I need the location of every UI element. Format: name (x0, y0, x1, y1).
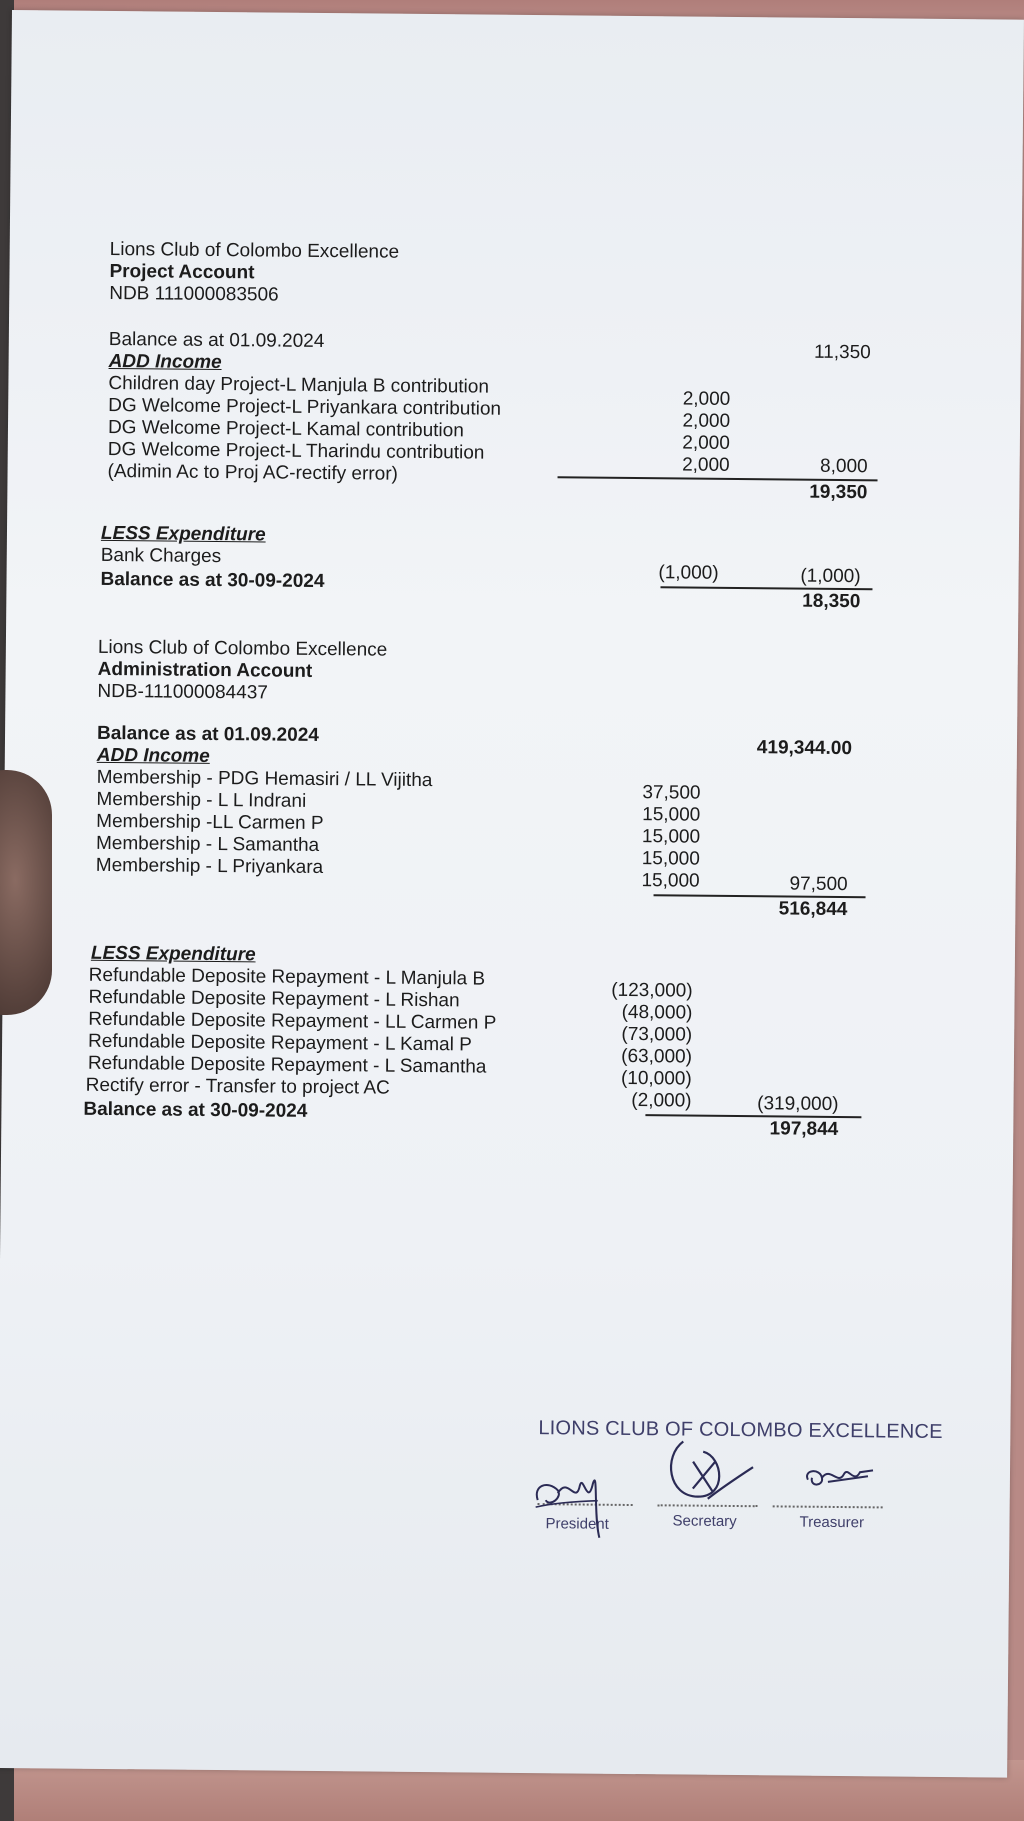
project-income-label-1: Children day Project-L Manjula B contribution (108, 372, 490, 398)
project-expense-heading: LESS Expenditure (100, 522, 266, 546)
admin-income-amount-1: 37,500 (642, 782, 701, 804)
admin-expense-amount-5: (10,000) (620, 1067, 692, 1090)
admin-expense-label-2: Refundable Deposite Repayment - L Rishan (88, 986, 460, 1012)
project-income-amount-4: 2,000 (682, 454, 730, 476)
club-stamp-text: LIONS CLUB OF COLOMBO EXCELLENCE (538, 1417, 943, 1443)
treasurer-signature-icon (798, 1458, 888, 1499)
admin-income-label-1: Membership - PDG Hemasiri / LL Vijitha (96, 766, 433, 792)
admin-closing-label: Balance as at 30-09-2024 (83, 1098, 308, 1122)
project-subtotal: 19,350 (809, 481, 868, 504)
project-income-label-3: DG Welcome Project-L Kamal contribution (107, 416, 464, 442)
finger-holding-page (0, 770, 52, 1015)
admin-income-amount-5: 15,000 (641, 870, 700, 892)
treasurer-label: Treasurer (799, 1513, 865, 1532)
document-page (0, 10, 1024, 1778)
project-account-title: Project Account (109, 260, 255, 284)
admin-income-amount-3: 15,000 (641, 826, 701, 848)
project-opening-balance: 11,350 (813, 341, 871, 364)
admin-expense-label-3: Refundable Deposite Repayment - LL Carmen P (88, 1008, 497, 1034)
admin-account-no: NDB-111000084437 (97, 680, 268, 704)
project-income-amount-2: 2,000 (682, 410, 731, 432)
admin-income-heading: ADD Income (96, 744, 210, 767)
admin-expense-amount-6: (2,000) (631, 1089, 692, 1112)
admin-income-total: 97,500 (789, 873, 848, 896)
admin-income-amount-2: 15,000 (642, 804, 701, 826)
president-signature-icon (527, 1445, 638, 1556)
project-expense-total: (1,000) (800, 565, 861, 588)
project-income-label-4: DG Welcome Project-L Tharindu contribution (107, 438, 485, 464)
project-closing-balance: 18,350 (802, 590, 861, 613)
admin-expense-amount-4: (63,000) (621, 1045, 693, 1068)
admin-expense-amount-3: (73,000) (621, 1023, 693, 1046)
admin-expense-amount-1: (123,000) (611, 979, 693, 1002)
admin-expense-heading: LESS Expenditure (90, 942, 256, 966)
project-expense-label-1: Bank Charges (100, 544, 222, 568)
project-income-amount-3: 2,000 (682, 432, 730, 454)
project-club-name: Lions Club of Colombo Excellence (109, 238, 400, 263)
project-income-total: 8,000 (820, 455, 868, 478)
admin-opening-label: Balance as at 01.09.2024 (96, 722, 319, 746)
admin-expense-amount-2: (48,000) (621, 1001, 693, 1024)
president-label: President (545, 1515, 609, 1533)
admin-expense-label-5: Refundable Deposite Repayment - L Samantha (87, 1052, 487, 1078)
admin-expense-total: (319,000) (757, 1093, 839, 1115)
project-income-amount-1: 2,000 (682, 388, 731, 410)
admin-income-amount-4: 15,000 (641, 848, 700, 870)
admin-account-title: Administration Account (97, 658, 313, 682)
project-closing-label: Balance as at 30-09-2024 (100, 568, 325, 593)
admin-subtotal: 516,844 (778, 898, 848, 921)
admin-opening-balance: 419,344.00 (756, 737, 853, 760)
treasurer-signature-line (773, 1505, 883, 1508)
admin-income-label-4: Membership - L Samantha (95, 832, 320, 856)
admin-expense-label-6: Rectify error - Transfer to project AC (85, 1074, 390, 1099)
admin-income-label-2: Membership - L L Indrani (96, 788, 307, 812)
project-income-note: (Adimin Ac to Proj AC-rectify error) (107, 460, 399, 485)
admin-income-label-5: Membership - L Priyankara (95, 854, 324, 879)
admin-club-name: Lions Club of Colombo Excellence (97, 636, 388, 661)
project-income-label-2: DG Welcome Project-L Priyankara contribution (108, 394, 502, 420)
admin-expense-label-1: Refundable Deposite Repayment - L Manjula B (88, 964, 486, 990)
admin-closing-balance: 197,844 (769, 1118, 839, 1140)
secretary-label: Secretary (672, 1512, 737, 1531)
project-income-heading: ADD Income (108, 350, 222, 374)
project-account-no: NDB 111000083506 (109, 282, 279, 306)
secretary-signature-icon (653, 1426, 764, 1517)
project-expense-amount-1: (1,000) (658, 562, 719, 584)
project-opening-label: Balance as at 01.09.2024 (108, 328, 325, 353)
admin-expense-label-4: Refundable Deposite Repayment - L Kamal P (88, 1030, 472, 1056)
admin-income-label-3: Membership -LL Carmen P (96, 810, 324, 835)
